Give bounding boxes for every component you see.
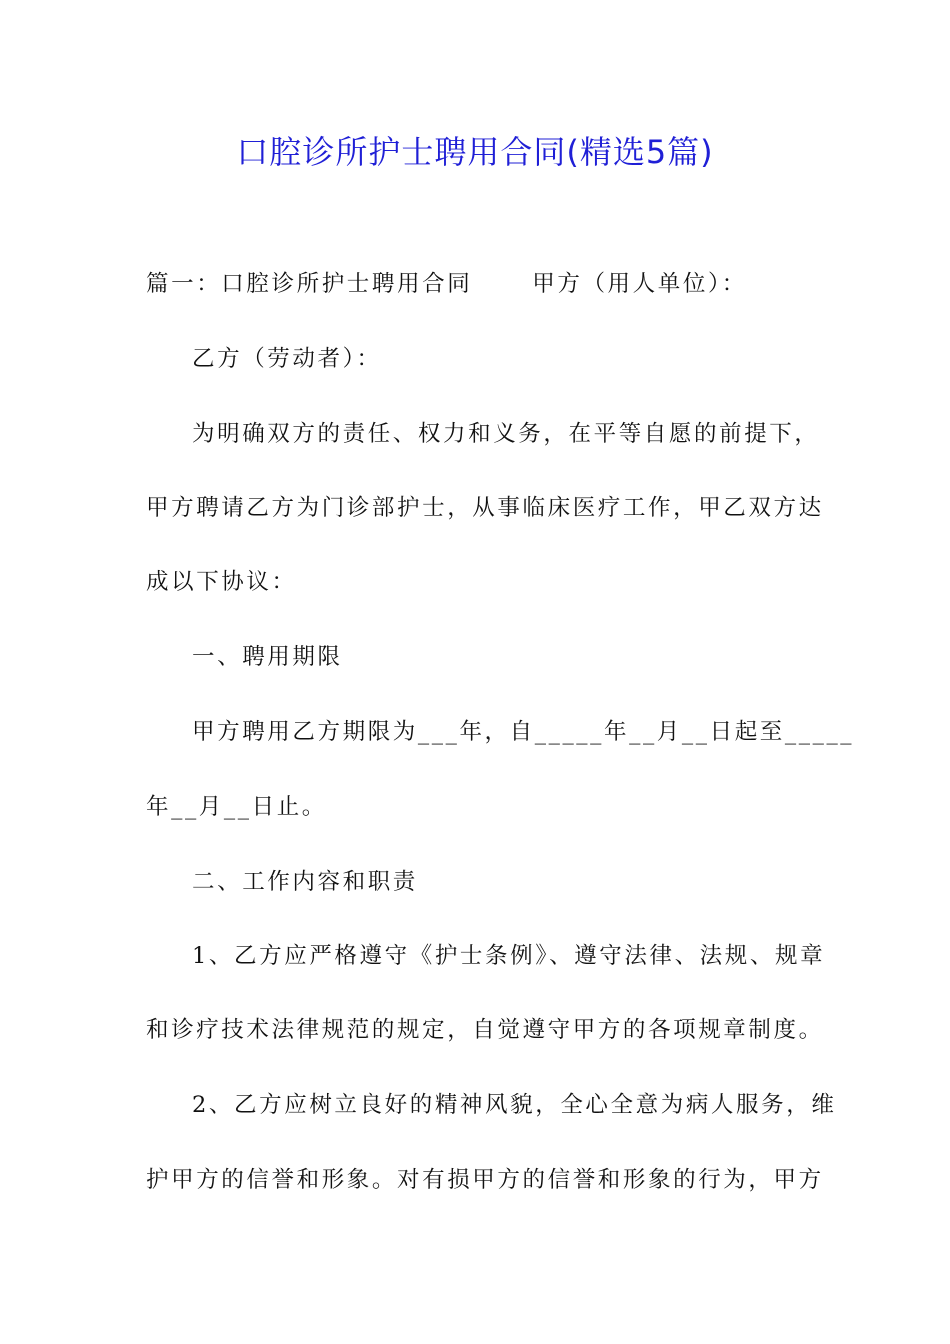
section-heading-line: 篇一：口腔诊所护士聘用合同 甲方（用人单位）： xyxy=(146,271,747,297)
clause-heading-line: 一、聘用期限 xyxy=(192,644,343,670)
document-title: 口腔诊所护士聘用合同(精选5篇) xyxy=(236,133,714,171)
body-paragraph-line: 护甲方的信誉和形象。对有损甲方的信誉和形象的行为，甲方 xyxy=(146,1167,824,1193)
clause-heading-line: 二、工作内容和职责 xyxy=(192,869,418,895)
body-paragraph-line: 甲方聘用乙方期限为___年，自_____年__月__日起至_____ xyxy=(192,719,855,745)
body-paragraph-line: 年__月__日止。 xyxy=(146,794,327,820)
body-paragraph-line: 2、乙方应树立良好的精神风貌，全心全意为病人服务，维 xyxy=(192,1092,837,1118)
body-paragraph-line: 和诊疗技术法律规范的规定，自觉遵守甲方的各项规章制度。 xyxy=(146,1017,824,1043)
body-paragraph-line: 1、乙方应严格遵守《护士条例》、遵守法律、法规、规章 xyxy=(192,943,826,969)
body-paragraph-line: 成以下协议： xyxy=(146,569,297,595)
body-paragraph-line: 甲方聘请乙方为门诊部护士，从事临床医疗工作，甲乙双方达 xyxy=(146,495,824,521)
party-b-line: 乙方（劳动者）： xyxy=(192,346,382,372)
body-paragraph-line: 为明确双方的责任、权力和义务，在平等自愿的前提下， xyxy=(192,421,820,447)
